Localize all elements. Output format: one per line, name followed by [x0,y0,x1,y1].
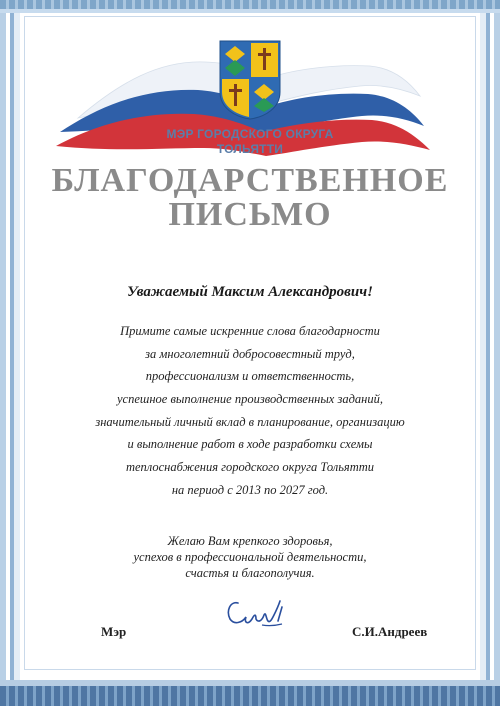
closing-wishes [0,533,500,581]
issuer-line-2: ТОЛЬЯТТИ [216,142,284,156]
greeting: Уважаемый Максим Александрович! [127,284,373,300]
body-line: профессионализм и ответственность, [145,369,355,384]
body-line: на период с 2013 по 2027 год. [171,482,329,497]
body-line: и выполнение работ в ходе разработки схемы [127,437,373,452]
signatory-name: С.И.Андреев [352,624,428,639]
body-line: за многолетний добросовестный труд, [145,346,355,361]
city-coat-of-arms-emblem [219,40,281,120]
body-line: теплоснабжения городского округа Тольятти [125,460,375,475]
letter-body [0,320,500,502]
body-line: значительный личный вклад в планирование, организацию [95,414,405,429]
wish-line: Желаю Вам крепкого здоровья, [167,534,333,548]
wish-line: счастья и благополучия. [185,566,315,580]
issuer-line-1: МЭР ГОРОДСКОГО ОКРУГА [166,127,334,141]
document-title-line-1: БЛАГОДАРСТВЕННОЕ [51,162,449,199]
document-title-line-2: ПИСЬМО [168,196,332,233]
signatory-position: Мэр [101,624,127,639]
handwritten-signature [222,593,292,633]
frame-bottom-border [0,686,500,706]
body-line: Примите самые искренние слова благодарности [120,324,380,338]
body-line: успешное выполнение производственных заданий, [116,392,384,407]
wish-line: успехов в профессиональной деятельности, [133,550,367,564]
